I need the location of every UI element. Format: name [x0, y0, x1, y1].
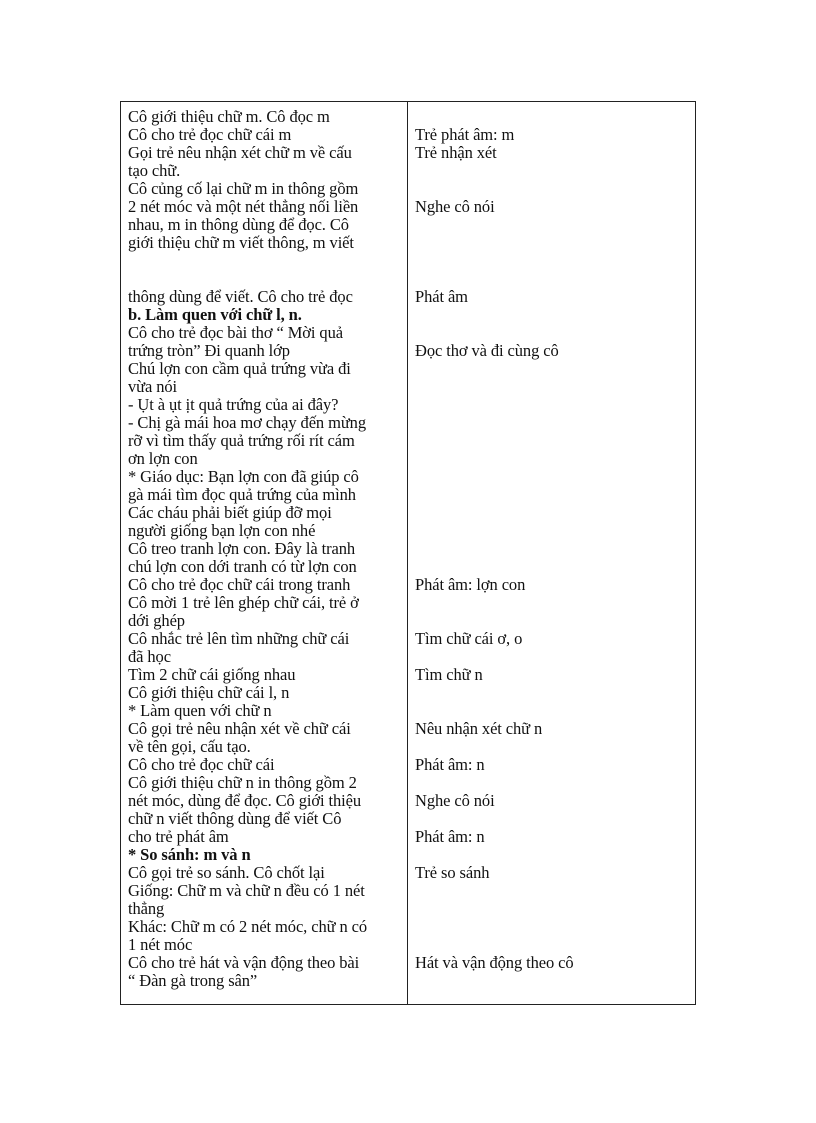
section-heading: b. Làm quen với chữ l, n. [128, 305, 302, 324]
teacher-line: đã học [128, 647, 171, 666]
child-line: Nghe cô nói [415, 197, 495, 216]
teacher-line: về tên gọi, cấu tạo. [128, 737, 251, 756]
teacher-line: - Chị gà mái hoa mơ chạy đến mừng [128, 413, 366, 432]
teacher-line: tạo chữ. [128, 161, 181, 180]
child-line: Trẻ nhận xét [415, 143, 497, 162]
teacher-line: giới thiệu chữ m viết thông, m viết [128, 233, 354, 252]
child-line: Tìm chữ n [415, 665, 483, 684]
child-line: Trẻ phát âm: m [415, 125, 515, 144]
child-line: Nêu nhận xét chữ n [415, 719, 543, 738]
section-heading: * So sánh: m và n [128, 845, 251, 864]
teacher-line: Cô gọi trẻ nêu nhận xét về chữ cái [128, 719, 351, 738]
child-line: Phát âm [415, 287, 468, 306]
teacher-line: chú lợn con dới tranh có từ lợn con [128, 557, 357, 576]
column-divider [407, 102, 408, 1004]
teacher-line: 1 nét móc [128, 935, 193, 954]
teacher-line: Các cháu phải biết giúp đỡ mọi [128, 503, 332, 522]
teacher-line: nhau, m in thông dùng để đọc. Cô [128, 215, 349, 234]
teacher-line: nét móc, dùng để đọc. Cô giới thiệu [128, 791, 361, 810]
teacher-line: rỡ vì tìm thấy quả trứng rối rít cám [128, 431, 355, 450]
teacher-line: Cô giới thiệu chữ n in thông gồm 2 [128, 773, 357, 792]
teacher-line: ơn lợn con [128, 449, 198, 468]
teacher-line: thẳng [128, 899, 165, 918]
child-line: Trẻ so sánh [415, 863, 490, 882]
child-line: Hát và vận động theo cô [415, 953, 574, 972]
teacher-line: Cô mời 1 trẻ lên ghép chữ cái, trẻ ở [128, 593, 359, 612]
teacher-line: Cô cho trẻ hát và vận động theo bài [128, 953, 360, 972]
child-line: Đọc thơ và đi cùng cô [415, 341, 559, 360]
teacher-line: chữ n viết thông dùng để viết Cô [128, 809, 342, 828]
teacher-line: thông dùng để viết. Cô cho trẻ đọc [128, 287, 353, 306]
teacher-line: Cô treo tranh lợn con. Đây là tranh [128, 539, 355, 558]
teacher-line: * Giáo dục: Bạn lợn con đã giúp cô [128, 467, 359, 486]
teacher-line: Tìm 2 chữ cái giống nhau [128, 665, 296, 684]
teacher-line: Cô cho trẻ đọc bài thơ “ Mời quả [128, 323, 343, 342]
teacher-line: Cô cho trẻ đọc chữ cái m [128, 125, 292, 144]
teacher-line: Cô cho trẻ đọc chữ cái [128, 755, 275, 774]
teacher-line: Cô cho trẻ đọc chữ cái trong tranh [128, 575, 351, 594]
teacher-line: Gọi trẻ nêu nhận xét chữ m về cấu [128, 143, 352, 162]
teacher-line: Cô giới thiệu chữ m. Cô đọc m [128, 107, 330, 126]
teacher-line: Cô củng cố lại chữ m in thông gồm [128, 179, 359, 198]
teacher-line: - Ụt à ụt ịt quả trứng của ai đây? [128, 395, 339, 414]
teacher-line: Khác: Chữ m có 2 nét móc, chữ n có [128, 917, 368, 936]
teacher-line: Cô nhắc trẻ lên tìm những chữ cái [128, 629, 350, 648]
teacher-line: Cô gọi trẻ so sánh. Cô chốt lại [128, 863, 325, 882]
child-line: Phát âm: lợn con [415, 575, 526, 594]
teacher-line: dới ghép [128, 611, 185, 630]
teacher-line: 2 nét móc và một nét thẳng nối liền [128, 197, 359, 216]
activity-table [120, 101, 696, 1005]
teacher-line: Cô giới thiệu chữ cái l, n [128, 683, 290, 702]
teacher-line: “ Đàn gà trong sân” [128, 971, 258, 990]
teacher-line: cho trẻ phát âm [128, 827, 229, 846]
teacher-line: * Làm quen với chữ n [128, 701, 272, 720]
teacher-line: trứng tròn” Đi quanh lớp [128, 341, 290, 360]
teacher-line: Chú lợn con cầm quả trứng vừa đi [128, 359, 351, 378]
teacher-line: vừa nói [128, 377, 178, 396]
child-line: Phát âm: n [415, 755, 485, 774]
teacher-line: gà mái tìm đọc quả trứng của mình [128, 485, 356, 504]
teacher-line: người giống bạn lợn con nhé [128, 521, 316, 540]
child-line: Phát âm: n [415, 827, 485, 846]
child-line: Nghe cô nói [415, 791, 495, 810]
child-line: Tìm chữ cái ơ, o [415, 629, 523, 648]
teacher-line: Giống: Chữ m và chữ n đều có 1 nét [128, 881, 365, 900]
